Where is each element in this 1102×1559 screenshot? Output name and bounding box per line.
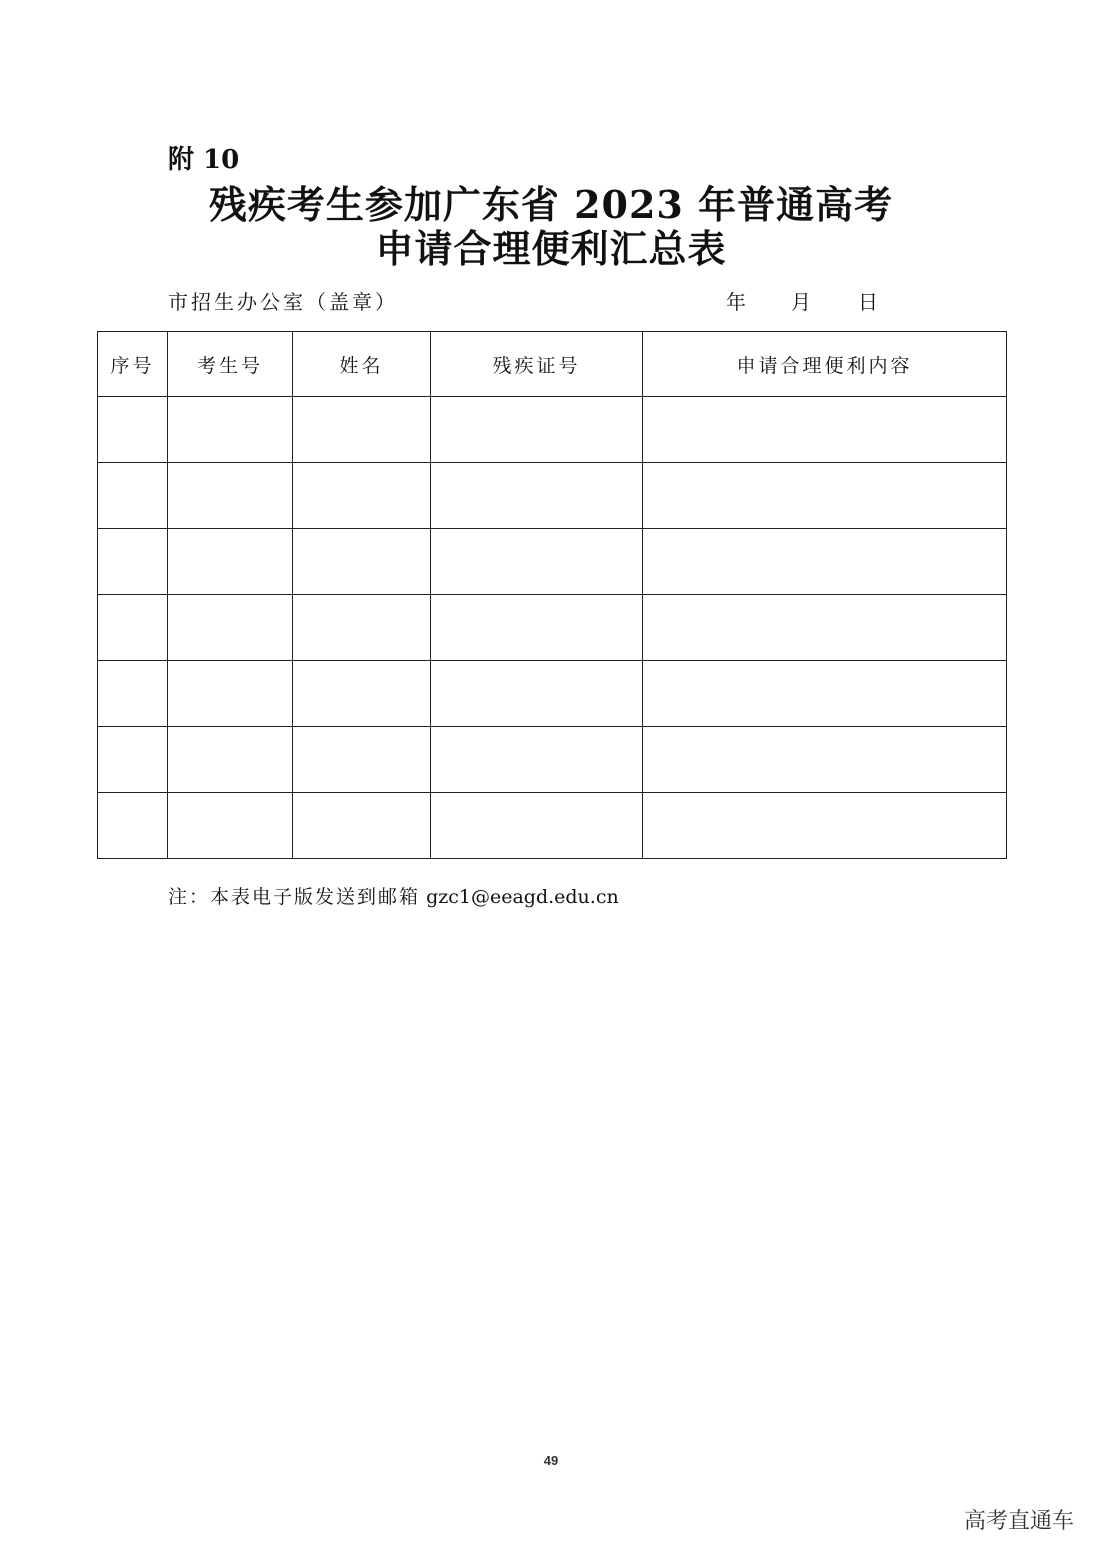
table-cell <box>293 793 431 859</box>
table-cell <box>431 595 643 661</box>
table-cell <box>431 397 643 463</box>
table-cell <box>643 793 1007 859</box>
table-cell <box>431 727 643 793</box>
table-cell <box>643 661 1007 727</box>
header-serial-number: 序号 <box>98 332 168 397</box>
footnote <box>168 882 619 912</box>
table-cell <box>98 529 168 595</box>
header-name: 姓名 <box>293 332 431 397</box>
table-cell <box>293 397 431 463</box>
table-cell <box>431 463 643 529</box>
office-date-row <box>168 286 888 318</box>
table-cell <box>98 463 168 529</box>
attachment-label: 附 10 <box>168 145 240 175</box>
table-cell <box>293 595 431 661</box>
table-row <box>98 529 1007 595</box>
table-cell <box>643 397 1007 463</box>
table-cell <box>168 793 293 859</box>
date-day-label: 日 <box>858 290 878 314</box>
summary-table <box>97 331 1007 859</box>
table-cell <box>643 727 1007 793</box>
watermark: 高考直通车 <box>963 1509 1074 1534</box>
table-cell <box>98 661 168 727</box>
table-cell <box>98 727 168 793</box>
header-disability-certificate-number: 残疾证号 <box>431 332 643 397</box>
table-cell <box>293 727 431 793</box>
table-cell <box>168 661 293 727</box>
page-number: 49 <box>543 1453 559 1468</box>
table-cell <box>643 529 1007 595</box>
table-row <box>98 661 1007 727</box>
table-cell <box>293 661 431 727</box>
table-cell <box>643 595 1007 661</box>
table-cell <box>293 529 431 595</box>
table-cell <box>98 397 168 463</box>
header-candidate-number: 考生号 <box>168 332 293 397</box>
table-cell <box>643 463 1007 529</box>
table-row <box>98 463 1007 529</box>
table-cell <box>98 595 168 661</box>
table-cell <box>431 661 643 727</box>
footnote-email: gzc1@eeagd.edu.cn <box>426 886 619 908</box>
table-cell <box>431 793 643 859</box>
table-body <box>98 397 1007 859</box>
document-title-line-1: 残疾考生参加广东省 2023 年普通高考 <box>208 182 894 227</box>
table-row <box>98 397 1007 463</box>
date-month-label: 月 <box>791 290 811 314</box>
footnote-text: 注：本表电子版发送到邮箱 <box>168 886 421 908</box>
table-cell <box>168 595 293 661</box>
document-title-line-2: 申请合理便利汇总表 <box>375 226 727 271</box>
table-cell <box>168 397 293 463</box>
table-cell <box>293 463 431 529</box>
table-cell <box>98 793 168 859</box>
table-header-row <box>98 332 1007 397</box>
office-stamp-label: 市招生办公室（盖章） <box>168 290 398 314</box>
table-cell <box>168 463 293 529</box>
table-row <box>98 793 1007 859</box>
header-accommodation-content: 申请合理便利内容 <box>643 332 1007 397</box>
date-year-label: 年 <box>726 290 746 314</box>
table-cell <box>168 727 293 793</box>
table-row <box>98 727 1007 793</box>
table-cell <box>431 529 643 595</box>
table-cell <box>168 529 293 595</box>
table-row <box>98 595 1007 661</box>
